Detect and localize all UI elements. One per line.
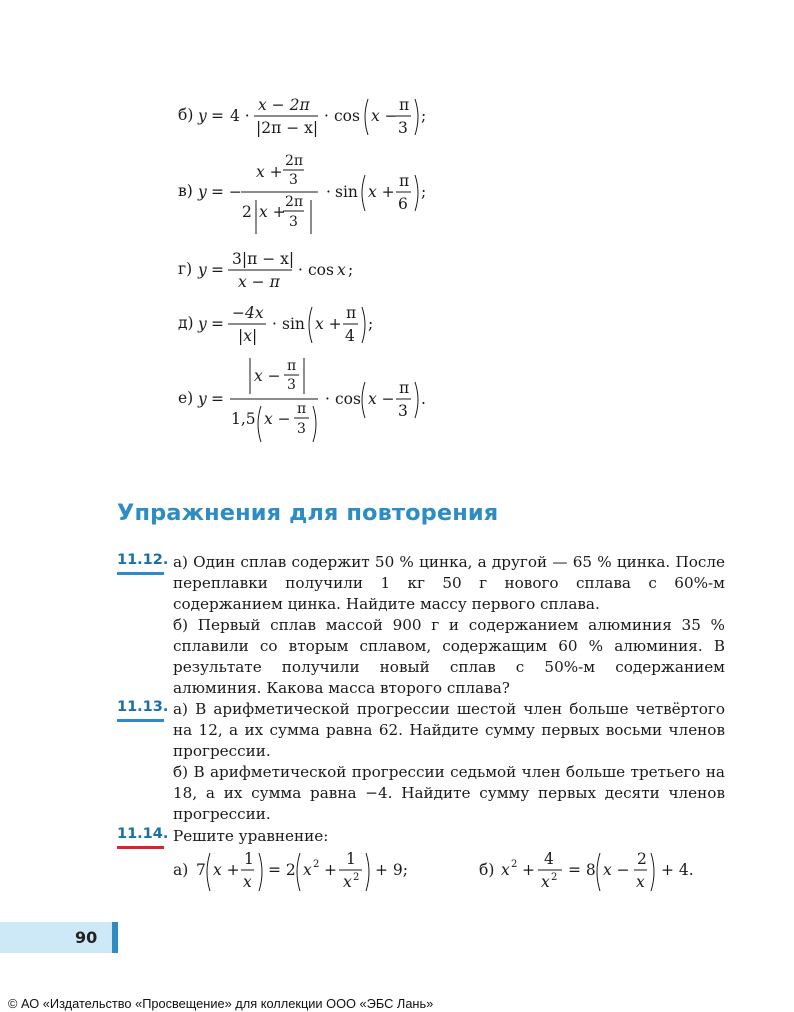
svg-text:·: ·: [272, 315, 277, 333]
svg-text:= −: = −: [211, 183, 242, 201]
svg-text:y: y: [198, 261, 207, 279]
exercise-part-b: б) В арифметической прогрессии седьмой член больше третьего на 18, а их сумма равна −4. Найдите сумму первых десяти членов прогрессии.: [173, 763, 725, 823]
svg-text:cos: cos: [334, 107, 360, 125]
svg-text:|x|: |x|: [238, 327, 258, 345]
svg-text:2π: 2π: [285, 153, 304, 169]
svg-text:1: 1: [244, 850, 254, 868]
svg-text:sin: sin: [282, 315, 305, 333]
formula-b: [178, 86, 578, 141]
svg-text:x +: x +: [315, 315, 342, 333]
svg-text:3: 3: [289, 172, 298, 188]
svg-text:3: 3: [287, 377, 296, 393]
svg-text:2: 2: [551, 872, 558, 883]
copyright-notice: © АО «Издательство «Просвещение» для коллекции ООО «ЭБС Лань»: [8, 996, 434, 1011]
svg-text:x: x: [343, 873, 352, 891]
svg-text:x: x: [501, 861, 510, 879]
svg-text:3: 3: [297, 421, 306, 437]
svg-text:3|π − x|: 3|π − x|: [232, 250, 295, 268]
svg-text:2: 2: [313, 859, 320, 870]
svg-text:|2π − x|: |2π − x|: [256, 119, 319, 137]
svg-text:;: ;: [348, 261, 354, 279]
svg-text:+: +: [522, 861, 535, 879]
formula-g-svg: [178, 244, 578, 294]
exercise-text: [173, 552, 725, 699]
svg-text:·: ·: [325, 390, 330, 408]
svg-text:= 2: = 2: [268, 861, 296, 879]
svg-text:4: 4: [345, 327, 355, 345]
svg-text:π: π: [297, 401, 307, 417]
svg-text:=: =: [211, 390, 224, 408]
exercise-11-14: [117, 826, 725, 848]
svg-text:x −: x −: [264, 410, 291, 428]
svg-text:x: x: [636, 873, 645, 891]
svg-text:4: 4: [544, 850, 554, 868]
exercise-prompt: Решите уравнение:: [173, 827, 329, 845]
svg-text:= 8: = 8: [568, 861, 596, 879]
formula-e-svg: [178, 354, 578, 446]
exercise-text: [173, 699, 725, 825]
svg-text:x +: x +: [213, 861, 240, 879]
svg-text:x −: x −: [603, 861, 630, 879]
exercise-underline: [117, 719, 164, 722]
svg-text:π: π: [399, 172, 410, 190]
equation-label: а): [173, 861, 189, 879]
exercise-11-12: [117, 552, 725, 697]
svg-text:1: 1: [346, 850, 356, 868]
exercise-number: 11.14.: [117, 826, 169, 842]
formula-label: в): [178, 182, 193, 200]
svg-text:1,5: 1,5: [231, 410, 256, 428]
formula-label: е): [178, 389, 194, 407]
svg-text:·: ·: [298, 261, 303, 279]
svg-text:x −: x −: [368, 390, 395, 408]
svg-text:y: y: [198, 183, 207, 201]
formula-d: [178, 298, 578, 350]
svg-text:sin: sin: [335, 183, 358, 201]
exercise-underline: [117, 846, 164, 849]
svg-text:x − π: x − π: [238, 273, 280, 291]
formula-label: д): [178, 314, 194, 332]
svg-text:π: π: [399, 379, 410, 397]
svg-text:y: y: [198, 315, 207, 333]
svg-text:+: +: [324, 861, 337, 879]
svg-text:x −: x −: [371, 107, 398, 125]
svg-text:6: 6: [398, 195, 408, 213]
svg-text:y: y: [198, 390, 207, 408]
svg-text:π: π: [287, 358, 297, 374]
svg-text:−4x: −4x: [232, 304, 264, 322]
svg-text:4 ·: 4 ·: [230, 107, 250, 125]
svg-text:3: 3: [398, 119, 408, 137]
svg-text:2: 2: [353, 872, 360, 883]
svg-text:x +: x +: [259, 203, 286, 221]
svg-text:cos: cos: [308, 261, 334, 279]
svg-text:x − 2π: x − 2π: [258, 96, 310, 114]
svg-text:;: ;: [421, 107, 427, 125]
svg-text:+ 9;: + 9;: [375, 861, 408, 879]
exercise-part-a: а) В арифметической прогрессии шестой член больше четвёртого на 12, а их сумма равна 62. Найдите сумму первых восьми членов прогрессии.: [173, 700, 725, 760]
svg-text:;: ;: [368, 315, 374, 333]
page-number-tab-edge: [112, 922, 118, 953]
svg-text:π: π: [346, 304, 357, 322]
equations-row: [173, 848, 733, 898]
svg-text:2π: 2π: [285, 194, 304, 210]
formula-e: [178, 354, 578, 446]
equation-label: б): [479, 861, 495, 879]
var-y: y: [198, 107, 207, 125]
svg-text:·: ·: [326, 183, 331, 201]
equation-a: [173, 848, 453, 898]
formula-label: б): [178, 106, 194, 124]
svg-text:x: x: [243, 873, 252, 891]
page-number: 90: [75, 928, 98, 947]
svg-text:3: 3: [289, 214, 298, 230]
svg-text:x: x: [303, 861, 312, 879]
exercise-part-b: б) Первый сплав массой 900 г и содержанием алюминия 35 % сплавили со вторым сплавом, содержащим 60 % алюминия. В результате получили новый сплав с 50%-м содержанием алюминия. Какова масса второго сплава?: [173, 616, 725, 697]
formula-g: [178, 244, 578, 294]
exercise-number: 11.12.: [117, 552, 169, 568]
equation-b: [479, 848, 719, 898]
svg-text:·: ·: [324, 107, 329, 125]
svg-text:x +: x +: [368, 183, 395, 201]
svg-text:=: =: [211, 315, 224, 333]
svg-text:x: x: [337, 261, 346, 279]
svg-text:π: π: [399, 96, 410, 114]
formula-v: [178, 148, 578, 238]
svg-text:=: =: [211, 261, 224, 279]
exercise-number: 11.13.: [117, 699, 169, 715]
formula-label: г): [178, 260, 193, 278]
formula-b-svg: [178, 86, 578, 141]
exercise-part-a: а) Один сплав содержит 50 % цинка, а другой — 65 % цинка. После переплавки получили 1 кг 50 г нового сплава с 60%-м содержанием цинка. Найдите массу первого сплава.: [173, 553, 725, 613]
svg-text:x: x: [541, 873, 550, 891]
exercise-11-13: [117, 699, 725, 823]
svg-text:x −: x −: [254, 367, 281, 385]
svg-text:=: =: [211, 107, 224, 125]
svg-text:2: 2: [637, 850, 647, 868]
section-title: Упражнения для повторения: [117, 500, 499, 526]
formula-d-svg: [178, 298, 578, 350]
svg-text:x +: x +: [256, 163, 283, 181]
svg-text:.: .: [421, 390, 426, 408]
exercise-text: [173, 826, 725, 847]
formula-v-svg: [178, 148, 578, 238]
svg-text:3: 3: [398, 402, 408, 420]
svg-text:+ 4.: + 4.: [661, 861, 694, 879]
svg-text:2: 2: [242, 203, 252, 221]
svg-text:2: 2: [511, 859, 518, 870]
svg-text:cos: cos: [335, 390, 361, 408]
svg-text:;: ;: [421, 183, 427, 201]
exercise-underline: [117, 572, 164, 575]
svg-text:7: 7: [196, 861, 206, 879]
